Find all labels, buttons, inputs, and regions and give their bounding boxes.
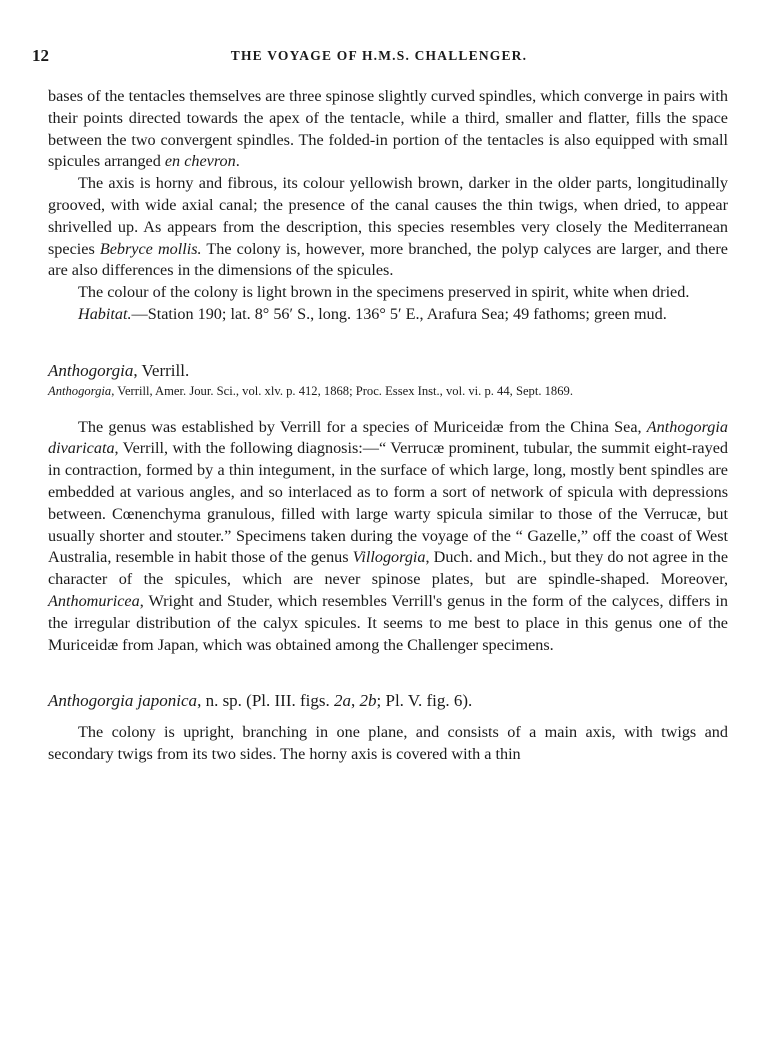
text-span: , Verrill, with the following diagnosis:—“ Verrucæ prominent, tubular, the summit eight-rayed in contraction, formed by a thin integument, in the surface of which large, long, mostly bent spindles are embedded at various angles, and so interlaced as to form a sort of network of spicula with depressions between. Cœnenchyma granulous, filled with large warty spicula similar to those of the Verrucæ, but usually shorter and stouter.” Specimens taken during the voyage of the “ Gazelle,” off the coast of West Australia, resemble in habit those of the genus (48, 439, 728, 567)
spacer (48, 656, 728, 690)
spacer (48, 401, 728, 417)
body-text (48, 86, 728, 766)
paragraph-axis (48, 173, 728, 282)
species-name: Anthogorgia divaricata (48, 417, 728, 458)
page-header (32, 46, 726, 70)
text-span: , (351, 691, 360, 711)
text-span: The axis is horny and fibrous, its colour yellowish brown, darker in the older parts, longitudinally grooved, with wide axial canal; the presence of the canal causes the thin twigs, when dried, to appear shrivelled up. As appears from the description, this species resembles very closely the Mediterranean species (48, 174, 728, 258)
text-span: . (235, 152, 240, 171)
genus-name: Anthogorgia (48, 360, 134, 380)
text-span: The colony is upright, branching in one plane, and consists of a main axis, with twigs and secondary twigs from its two sides. The horny axis is covered with a thin (48, 723, 728, 763)
figure-ref: 2b (359, 691, 377, 711)
genus-heading (48, 360, 728, 382)
genus-author: , Verrill. (133, 360, 190, 380)
text-span: ; Pl. V. fig. 6). (376, 691, 473, 711)
running-title: THE VOYAGE OF H.M.S. CHALLENGER. (230, 48, 528, 63)
figure-ref: 2a (334, 691, 352, 711)
genus-citation (48, 382, 728, 401)
paragraph-species-description (48, 722, 728, 766)
spacer (48, 712, 728, 722)
text-span: The colour of the colony is light brown in the specimens preserved in spirit, white when dried. (78, 283, 690, 302)
text-span: —Station 190; lat. 8° 56′ S., long. 136° 5′ E., Arafura Sea; 49 fathoms; green mud. (131, 304, 667, 323)
species-name: Anthogorgia japonica (48, 691, 198, 711)
text-span: , Wright and Studer, which resembles Verrill's genus in the form of the calyces, differs in the irregular distribution of the calyx spicules. It seems to me best to place in this genus one of the Muriceidæ from Japan, which was obtained among the Challenger specimens. (48, 591, 728, 654)
citation-genus: Anthogorgia (48, 383, 112, 398)
species-name: Bebryce mollis. (99, 239, 202, 258)
habitat-label: Habitat. (78, 304, 132, 323)
species-heading (48, 690, 728, 712)
genus-name: Anthomuricea (48, 591, 140, 610)
text-span: The colony is, however, more branched, the polyp calyces are larger, and there are also differences in the dimensions of the spicules. (48, 239, 728, 280)
paragraph-habitat (48, 304, 728, 326)
text-span: , Duch. and Mich., but they do not agree in the character of the spicules, which are never spinose plates, but are spindle-shaped. Moreover, (48, 548, 729, 589)
text-span: The genus was established by Verrill for a species of Muriceidæ from the China Sea, (78, 417, 647, 436)
italic-term: en chevron (164, 152, 236, 171)
text-span: , n. sp. (Pl. III. figs. (197, 691, 335, 711)
citation-text: , Verrill, Amer. Jour. Sci., vol. xlv. p. 412, 1868; Proc. Essex Inst., vol. vi. p. 44, Sept. 1869. (111, 383, 573, 398)
page-number: 12 (32, 46, 49, 65)
paragraph-colour (48, 282, 728, 304)
paragraph-tentacles (48, 86, 728, 173)
spacer (48, 326, 728, 360)
genus-name: Villogorgia (352, 548, 426, 567)
paragraph-genus-description (48, 417, 728, 657)
text-span: bases of the tentacles themselves are three spinose slightly curved spindles, which converge in pairs with their points directed towards the apex of the tentacle, while a third, smaller and flatter, fills the space between the two convergent spindles. The folded-in portion of the tentacles is also equipped with small spicules arranged (48, 87, 728, 171)
